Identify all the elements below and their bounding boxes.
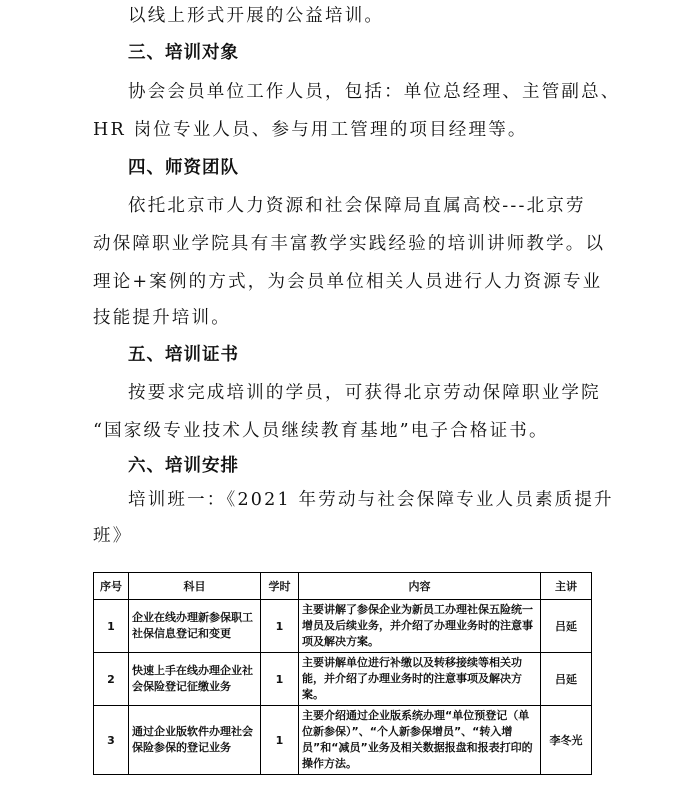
cell-no: 3: [94, 706, 129, 775]
paragraph-line: 依托北京市人力资源和社会保障局直属高校---北京劳: [128, 196, 586, 216]
paragraph-line: “国家级专业技术人员继续教育基地”电子合格证书。: [93, 421, 549, 441]
paragraph-line: 协会会员单位工作人员，包括：单位总经理、主管副总、: [128, 82, 621, 102]
cell-hours: 1: [261, 706, 299, 775]
paragraph-line: 理论+案例的方式，为会员单位相关人员进行人力资源专业: [93, 272, 603, 292]
table-header-row: [94, 573, 592, 600]
cell-subject: 通过企业版软件办理社会保险参保的登记业务: [129, 706, 261, 775]
cell-lecturer: 李冬光: [541, 706, 592, 775]
paragraph-line: 班》: [93, 526, 133, 546]
table-row: [94, 653, 592, 706]
section-heading-schedule: 六、培训安排: [128, 456, 239, 476]
paragraph-line: 以线上形式开展的公益培训。: [128, 6, 385, 26]
header-lecturer: 主讲: [541, 573, 592, 600]
section-heading-target: 三、培训对象: [128, 43, 239, 63]
cell-content: 主要讲解了参保企业为新员工办理社保五险统一增员及后续业务，并介绍了办理业务时的注意事项及解决方案。: [302, 603, 533, 648]
cell-content: 主要讲解单位进行补缴以及转移接续等相关功能，并介绍了办理业务时的注意事项及解决方案。: [302, 656, 522, 701]
cell-no: 2: [94, 653, 129, 706]
cell-lecturer: 吕延: [541, 653, 592, 706]
table-row: [94, 600, 592, 653]
header-no: 序号: [94, 573, 129, 600]
section-heading-faculty: 四、师资团队: [128, 158, 239, 178]
cell-subject: 企业在线办理新参保职工社保信息登记和变更: [129, 600, 261, 653]
cell-lecturer: 吕延: [541, 600, 592, 653]
section-heading-certificate: 五、培训证书: [128, 345, 239, 365]
cell-subject: 快速上手在线办理企业社会保险登记征缴业务: [129, 653, 261, 706]
paragraph-line: HR 岗位专业人员、参与用工管理的项目经理等。: [93, 120, 528, 140]
header-content: 内容: [299, 573, 541, 600]
schedule-table: [93, 572, 592, 775]
paragraph-line: 培训班一：《2021 年劳动与社会保障专业人员素质提升: [128, 490, 614, 510]
paragraph-line: 动保障职业学院具有丰富教学实践经验的培训讲师教学。以: [93, 234, 606, 254]
header-subject: 科目: [129, 573, 261, 600]
cell-hours: 1: [261, 600, 299, 653]
table-row: [94, 706, 592, 775]
paragraph-line: 按要求完成培训的学员，可获得北京劳动保障职业学院: [128, 383, 601, 403]
cell-no: 1: [94, 600, 129, 653]
header-hours: 学时: [261, 573, 299, 600]
cell-content: 主要介绍通过企业版系统办理“单位预登记（单位新参保）”、“个人新参保增员”、“转入增员”和“减员”业务及相关数据报盘和报表打印的操作方法。: [302, 709, 533, 770]
paragraph-line: 技能提升培训。: [93, 308, 231, 328]
cell-hours: 1: [261, 653, 299, 706]
